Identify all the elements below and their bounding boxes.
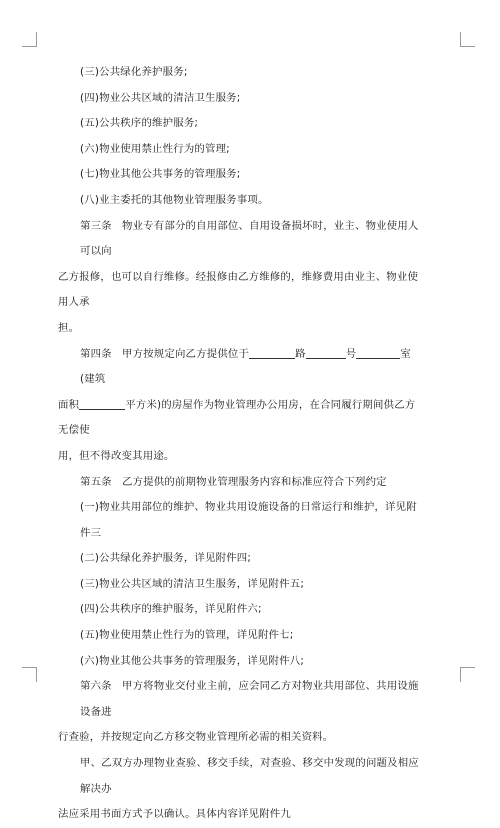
- article-3-title: 第三条: [80, 219, 112, 232]
- article-4-title: 第四条: [80, 347, 112, 360]
- blank-room-field[interactable]: [356, 346, 400, 359]
- crop-mark-bottom-right: [460, 667, 475, 682]
- article-6-text: 行查验，并按规定向乙方移交物业管理所必需的相关资料。: [58, 731, 334, 744]
- list-item: (三)物业公共区域的清洁卫生服务，详见附件五;: [80, 577, 305, 590]
- list-item: (四)公共秩序的维护服务，详见附件六;: [80, 603, 262, 616]
- list-item: (六)物业使用禁止性行为的管理;: [80, 142, 230, 155]
- final-paragraph: [58, 751, 425, 828]
- article-4-text: 室(建筑: [80, 347, 411, 386]
- article-6: [58, 674, 425, 751]
- paragraph-text: 法应采用书面方式予以确认。具体内容详见附件九: [58, 808, 291, 821]
- article-5: [80, 470, 425, 675]
- list-item: (八)业主委托的其他物业管理服务事项。: [80, 193, 269, 206]
- article-3: [58, 214, 425, 342]
- article-3-text: 物业专有部分的自用部位、自用设备损坏时，业主、物业使用人可以向: [80, 219, 419, 258]
- blank-area-field[interactable]: [79, 397, 125, 410]
- blank-road-field[interactable]: [249, 346, 295, 359]
- list-item: (六)物业其他公共事务的管理服务，详见附件八;: [80, 654, 305, 667]
- article-4-text: 路: [295, 347, 306, 360]
- blank-number-field[interactable]: [306, 346, 346, 359]
- document-body: [58, 60, 425, 828]
- article-4-text: 甲方按规定向乙方提供位于: [122, 347, 250, 360]
- article-3-text: 乙方报修，也可以自行维修。经报修由乙方维修的，维修费用由业主、物业使用人承: [58, 270, 419, 309]
- list-item: (二)公共绿化养护服务，详见附件四;: [80, 552, 252, 565]
- crop-mark-bottom-left: [22, 667, 37, 682]
- article-5-title: 第五条: [80, 475, 112, 488]
- list-item: (五)物业使用禁止性行为的管理，详见附件七;: [80, 629, 294, 642]
- list-item: (四)物业公共区域的清洁卫生服务;: [80, 91, 241, 104]
- article-4-text: 号: [345, 347, 357, 360]
- article-4-text: 面积: [58, 398, 80, 411]
- article-4-text: 平方米)的房屋作为物业管理办公用房，在合同履行期间供乙方无偿使: [58, 398, 416, 437]
- list-item: (五)公共秩序的维护服务;: [80, 117, 199, 130]
- article-3-text: 担。: [58, 321, 80, 334]
- crop-mark-top-left: [22, 32, 37, 47]
- list-item: (三)公共绿化养护服务;: [80, 66, 188, 78]
- article-5-text: 乙方提供的前期物业管理服务内容和标准应符合下列约定: [122, 475, 387, 488]
- list-item: (七)物业其他公共事务的管理服务;: [80, 168, 241, 181]
- article-6-text: 甲方将物业交付业主前，应会同乙方对物业共用部位、共用设施设备进: [80, 680, 419, 718]
- article-4-text: 用，但不得改变其用途。: [58, 449, 175, 462]
- list-item: (一)物业共用部位的维护、物业共用设施设备的日常运行和维护，详见附件三: [80, 501, 417, 539]
- crop-mark-top-right: [460, 32, 475, 47]
- article-4: [58, 342, 425, 470]
- paragraph-text: 甲、乙双方办理物业查验、移交手续，对查验、移交中发现的问题及相应解决办: [80, 757, 419, 795]
- article-6-title: 第六条: [80, 680, 112, 693]
